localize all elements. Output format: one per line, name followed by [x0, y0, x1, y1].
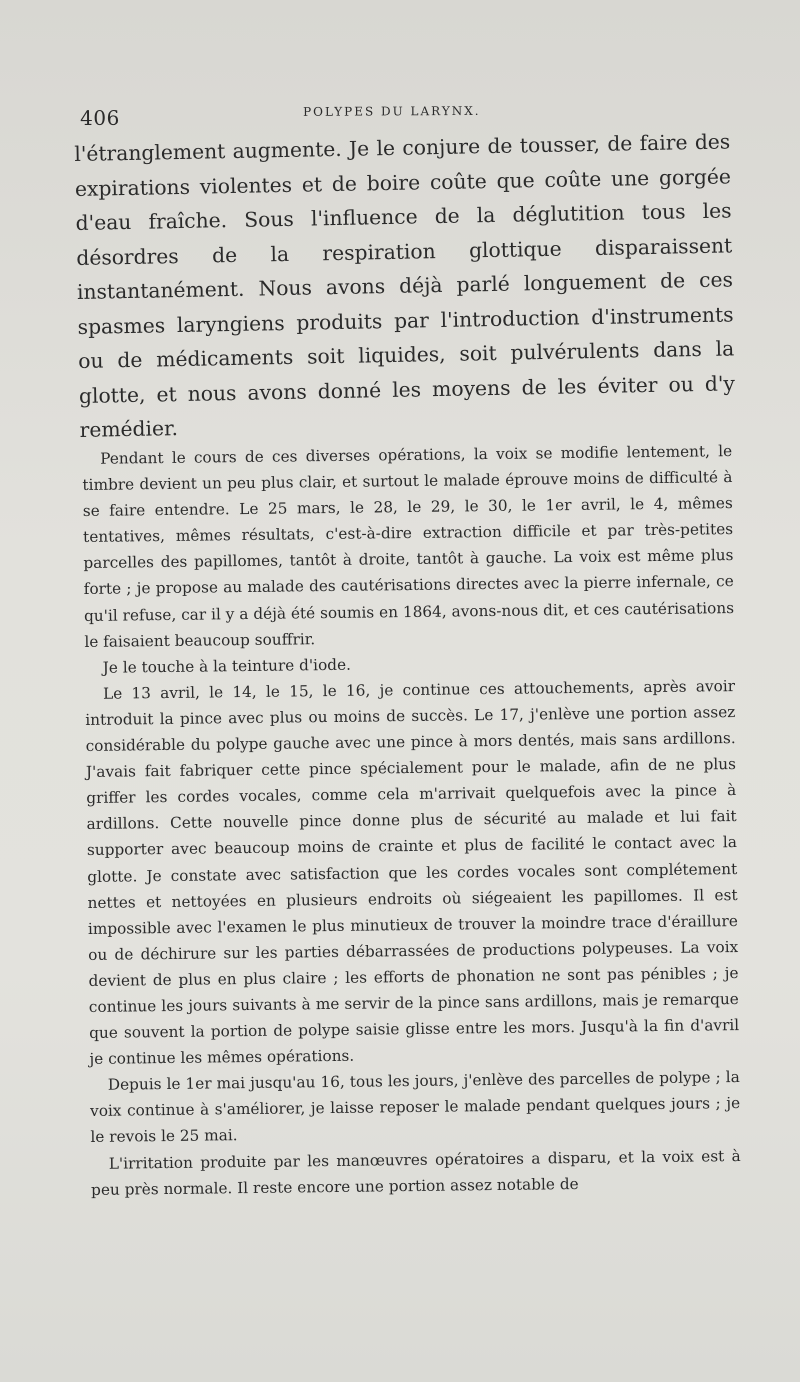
running-title: POLYPES DU LARYNX. [303, 103, 481, 119]
paragraph: Le 13 avril, le 14, le 15, le 16, je continue ces attouchements, après avoir introduit la pince avec plus ou moins de succès. Le 17, j'enlève une portion assez considérable du polype gauche avec une pince à mors dentés, mais sans ardillons. J'avais fait fabriquer cette pince spécialement pour le malade, afin de ne plus griffer les cordes vocales, comme cela m'arrivait quelquefois avec la pince à ardillons. Cette nouvelle pince donne plus de sécurité au malade et lui fait supporter avec beaucoup moins de crainte et plus de facilité le contact avec la glotte. Je constate avec satisfaction que les cordes vocales sont complétement nettes et nettoyées en plusieurs endroits où siégeaient les papillomes. Il est impossible avec l'examen le plus minutieux de trouver la moindre trace d'éraillure ou de déchirure sur les parties débarrassées de productions polypeuses. La voix devient de plus en plus claire ; les efforts de phonation ne sont pas pénibles ; je continue les jours suivants à me servir de la pince sans ardillons, mais je remarque que souvent la portion de polype saisie glisse entre les mors. Jusqu'à la fin d'avril je continue les mêmes opérations. [85, 676, 740, 1069]
case-notes-block [82, 438, 741, 1203]
paragraph: Je le touche à la teinture d'iode. [102, 655, 352, 677]
paragraph: Pendant le cours de ces diverses opérations, la voix se modifie lentement, le timbre devient un peu plus clair, et surtout le malade éprouve moins de difficulté à se faire entendre. Le 25 mars, le 28, le 29, le 30, le 1er avril, le 4, mêmes tentatives, mêmes résultats, c'est-à-dire extraction difficile et par très-petites parcelles des papillomes, tantôt à droite, tantôt à gauche. La voix est même plus forte ; je propose au malade des cautérisations directes avec la pierre infernale, ce qu'il refuse, car il y a déjà été soumis en 1864, avons-nous dit, et ces cautérisations le faisaient beaucoup souffrir. [82, 442, 735, 651]
main-text-block [74, 124, 736, 447]
paragraph: L'irritation produite par les manœuvres opératoires a disparu, et la voix est à peu près normale. Il reste encore une portion assez notable de [90, 1146, 741, 1199]
paragraph: l'étranglement augmente. Je le conjure de tousser, de faire des expirations violentes et de boire coûte que coûte une gorgée d'eau fraîche. Sous l'influence de la déglutition tous les désordres de la respiration glottique disparaissent instantanément. Nous avons déjà parlé longuement de ces spasmes laryngiens produits par l'introduction d'instruments ou de médicaments soit liquides, soit pulvérulents dans la glotte, et nous avons donné les moyens de les éviter ou d'y remédier. [74, 129, 736, 442]
page-number: 406 [80, 105, 120, 130]
paragraph: Depuis le 1er mai jusqu'au 16, tous les jours, j'enlève des parcelles de polype ; la voix continue à s'améliorer, je laisse reposer le malade pendant quelques jours ; je le revois le 25 mai. [90, 1068, 741, 1147]
page-header [78, 97, 728, 130]
